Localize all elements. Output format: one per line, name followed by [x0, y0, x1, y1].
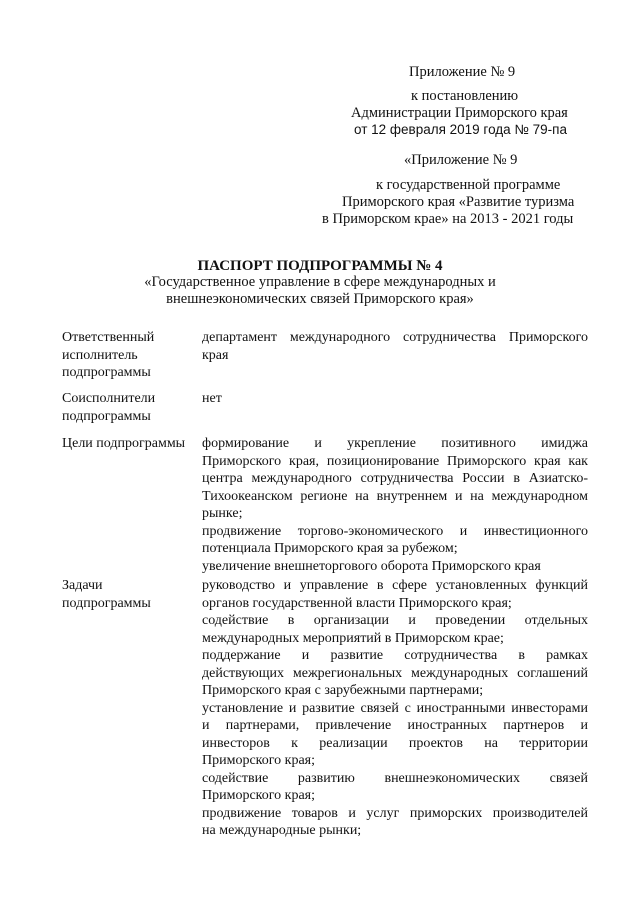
value-line: содействие развитию внешнеэкономических связей	[202, 770, 588, 786]
value-line: установление и развитие связей с иностранными инвесторами	[202, 700, 588, 716]
value-line: содействие в организации и проведении отдельных	[202, 613, 588, 628]
value-line: международных мероприятий в Приморском крае;	[202, 630, 504, 646]
label-line: подпрограммы	[62, 595, 151, 611]
value-line: органов государственной власти Приморского края;	[202, 595, 512, 611]
row-value	[202, 329, 588, 364]
value-line: департамент международного сотрудничества Приморского	[202, 330, 588, 345]
value-line: Приморского края с зарубежными партнерами;	[202, 683, 484, 698]
label-line: Соисполнители	[62, 391, 156, 406]
page-title: ПАСПОРТ ПОДПРОГРАММЫ № 4	[197, 258, 443, 274]
value-line: потенциала Приморского края за рубежом;	[202, 541, 458, 556]
value-line: продвижение товаров и услуг приморских производителей	[202, 805, 588, 821]
value-line: формирование и укрепление позитивного имиджа	[202, 436, 588, 451]
appendix-number: Приложение № 9	[409, 64, 516, 80]
row-label	[62, 390, 197, 425]
label-line: Ответственный	[62, 330, 155, 345]
program-ref-line3: в Приморском крае» на 2013 - 2021 годы	[322, 211, 574, 227]
value-line: действующих межрегиональных международных соглашений	[202, 665, 588, 681]
value-line: Тихоокеанском регионе на внутреннем и на международном	[202, 488, 588, 504]
label-line: исполнитель	[62, 347, 138, 363]
value-line: рынке;	[202, 506, 243, 521]
appendix-number-quoted: «Приложение № 9	[404, 152, 518, 168]
subtitle-line2: внешнеэкономических связей Приморского края»	[166, 291, 474, 307]
label-line: Задачи	[62, 578, 103, 593]
resolution-date-stamp: от 12 февраля 2019 года № 79-па	[354, 122, 567, 137]
value-line: центра международного сотрудничества России в Азиатско-	[202, 471, 588, 486]
to-resolution: к постановлению	[411, 88, 519, 104]
value-line: на международные рынки;	[202, 823, 362, 838]
row-label	[62, 329, 197, 382]
label-line: Цели подпрограммы	[62, 436, 186, 451]
row-label	[62, 577, 197, 612]
subtitle-line1: «Государственное управление в сфере международных и	[144, 274, 496, 290]
value-line: поддержание и развитие сотрудничества в рамках	[202, 648, 588, 663]
row-label	[62, 435, 197, 453]
value-line: и партнерами, привлечение иностранных партнеров и	[202, 718, 588, 733]
value-line: инвесторов к реализации проектов на территории	[202, 735, 588, 751]
row-value	[202, 577, 588, 840]
row-value	[202, 435, 588, 575]
program-ref-line1: к государственной программе	[376, 177, 561, 193]
program-ref-line2: Приморского края «Развитие туризма	[342, 194, 575, 210]
value-line: увеличение внешнеторгового оборота Приморского края	[202, 558, 541, 574]
label-line: подпрограммы	[62, 408, 151, 424]
label-line: подпрограммы	[62, 365, 151, 380]
value-line: Приморского края, позиционирование Приморского края как	[202, 453, 588, 469]
value-line: края	[202, 347, 229, 363]
value-line: руководство и управление в сфере установленных функций	[202, 578, 588, 593]
value-line: продвижение торгово-экономического и инвестиционного	[202, 523, 588, 539]
value-line: Приморского края;	[202, 753, 316, 768]
row-value	[202, 390, 588, 408]
value-line: Приморского края;	[202, 788, 316, 803]
value-line: нет	[202, 391, 222, 406]
administration-name: Администрации Приморского края	[351, 105, 568, 121]
